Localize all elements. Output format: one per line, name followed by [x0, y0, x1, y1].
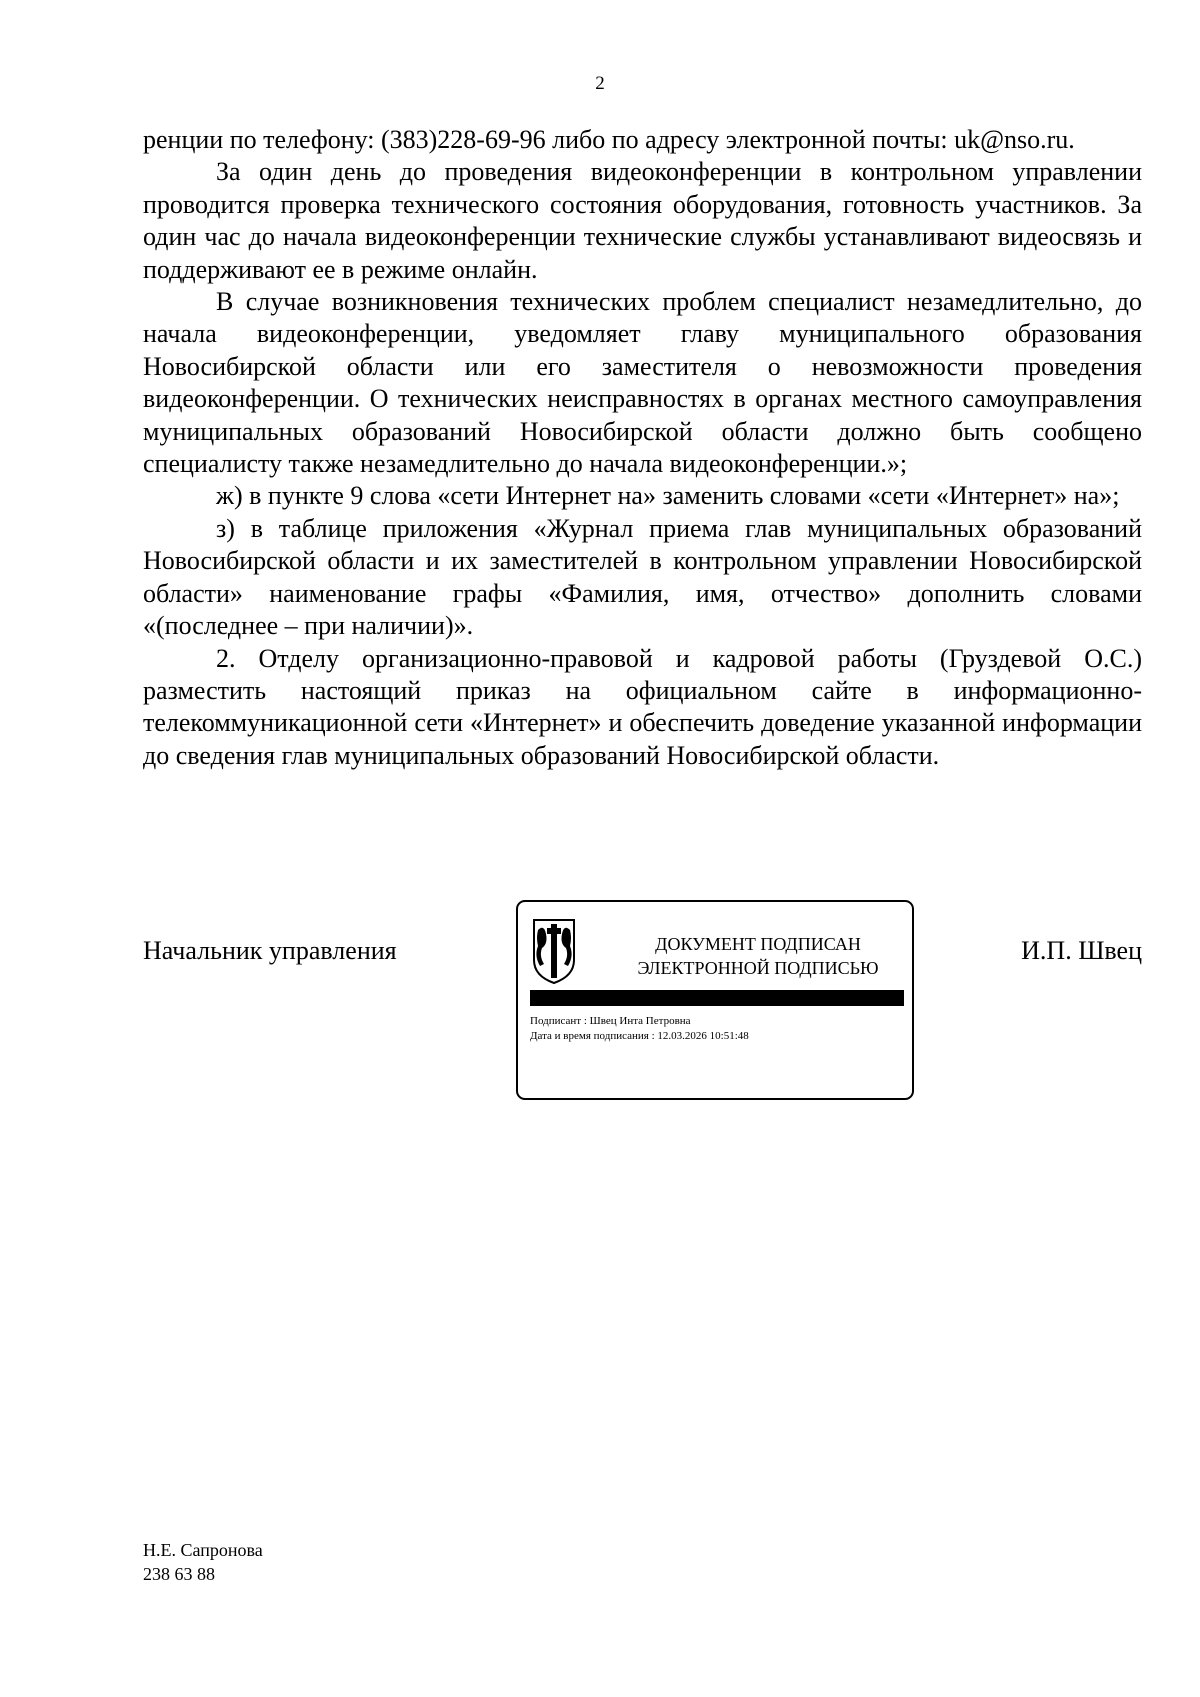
paragraph: В случае возникновения технических проблем специалист незамедлительно, до начала видеоконференции, уведомляет главу муниципального образования Новосибирской области или его заместителя о невозможности проведения видеоконференции. О технических неисправностях в органах местного самоуправления муниципальных образований Новосибирской области должно быть сообщено специалисту также незамедлительно до начала видеоконференции.»; — [143, 287, 1142, 479]
stamp-title-line: ЭЛЕКТРОННОЙ ПОДПИСЬЮ — [637, 958, 879, 978]
stamp-details — [530, 1014, 749, 1044]
stamp-datetime: Дата и время подписания : 12.03.2026 10:51:48 — [530, 1030, 749, 1042]
stamp-title — [608, 932, 908, 980]
document-body — [143, 124, 1142, 772]
stamp-certificate-bar — [530, 990, 904, 1006]
page-number: 2 — [595, 73, 605, 94]
paragraph: ж) в пункте 9 слова «сети Интернет на» заменить словами «сети «Интернет» на»; — [216, 481, 1120, 511]
stamp-signer: Подписант : Швец Инта Петровна — [530, 1015, 691, 1027]
executor-phone: 238 63 88 — [143, 1564, 215, 1584]
coat-of-arms-icon — [530, 916, 578, 986]
electronic-signature-stamp — [516, 900, 914, 1100]
executor-name: Н.Е. Сапронова — [143, 1540, 263, 1560]
paragraph: з) в таблице приложения «Журнал приема глав муниципальных образований Новосибирской области и их заместителей в контрольном управлении Новосибирской области» наименование графы «Фамилия, имя, отчество» дополнить словами «(последнее – при наличии)». — [143, 513, 1142, 641]
signer-position: Начальник управления — [143, 936, 397, 965]
executor-info — [143, 1538, 263, 1586]
paragraph: За один день до проведения видеоконференции в контрольном управлении проводится проверка технического состояния оборудования, готовность участников. За один час до начала видеоконференции технические службы устанавливают видеосвязь и поддерживают ее в режиме онлайн. — [143, 157, 1142, 284]
paragraph: ренции по телефону: (383)228-69-96 либо по адресу электронной почты: uk@nso.ru. — [143, 125, 1075, 154]
paragraph: 2. Отделу организационно-правовой и кадровой работы (Груздевой О.С.) разместить настоящий приказ на официальном сайте в информационно-телекоммуникационной сети «Интернет» и обеспечить доведение указанной информации до сведения глав муниципальных образований Новосибирской области. — [143, 643, 1142, 770]
signer-name: И.П. Швец — [1021, 936, 1142, 965]
stamp-title-line: ДОКУМЕНТ ПОДПИСАН — [655, 934, 861, 954]
